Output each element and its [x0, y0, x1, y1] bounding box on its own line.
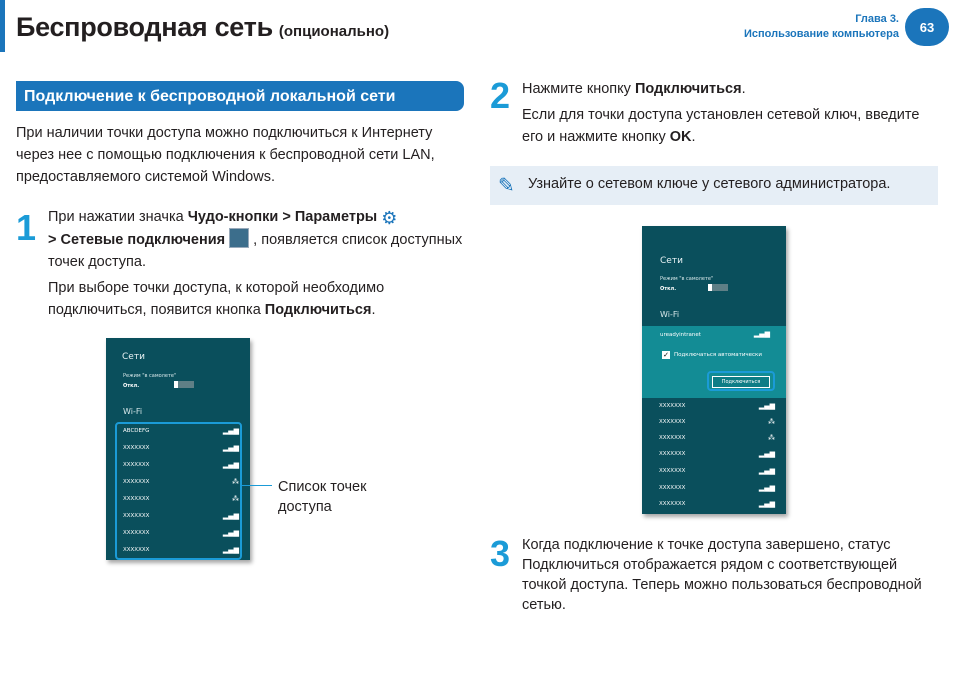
step-2-ok: OK: [669, 129, 692, 145]
panel-1-airplane-toggle[interactable]: [174, 381, 194, 388]
step-1-network-connections: Сетевые подключения: [60, 232, 226, 248]
page-title-main: Беспроводная сеть: [16, 12, 273, 42]
wifi-secured-icon: ▂▄▆: [758, 450, 775, 458]
network-name: XXXXXXX: [123, 547, 150, 553]
list-item[interactable]: [642, 446, 786, 463]
step-1-text-pre: При нажатии значка: [48, 209, 188, 225]
step-3-number: 3: [490, 533, 511, 574]
step-2-number: 2: [490, 75, 511, 116]
adhoc-network-icon: ⁂: [768, 418, 775, 426]
step-2-para2: [522, 104, 942, 148]
callout-line: [242, 485, 272, 486]
panel-1-off-label: Откл.: [123, 383, 140, 389]
access-point-list-highlight: [115, 422, 242, 560]
chapter-name: Использование компьютера: [743, 28, 899, 40]
list-item[interactable]: [642, 414, 786, 431]
panel-2-wifi-label: Wi-Fi: [660, 310, 680, 319]
wifi-signal-icon: ▂▄▆: [222, 461, 239, 469]
wifi-signal-icon: ▂▄▆: [758, 500, 775, 508]
wifi-signal-icon: ▂▄▆: [222, 546, 239, 554]
auto-connect-checkbox[interactable]: ✓: [663, 351, 669, 359]
section-heading: Подключение к беспроводной локальной сети: [16, 81, 464, 111]
connect-button[interactable]: Подключиться: [712, 376, 770, 388]
step-1-settings: Параметры: [294, 209, 378, 225]
step-1-para2-pre: При выборе точки доступа, к которой необходимо подключиться, появится кнопка: [48, 280, 385, 318]
intro-paragraph: При наличии точки доступа можно подключиться к Интернету через нее с помощью подключения к беспроводной сети LAN, предоставляемого системой Windows.: [16, 125, 435, 185]
list-item[interactable]: [642, 430, 786, 447]
network-name: XXXXXXX: [123, 479, 150, 485]
list-item[interactable]: [642, 463, 786, 480]
page-title: [16, 12, 389, 43]
step-1-text-post: , появляется список доступных точек доступа.: [48, 232, 463, 270]
step-1-charms: Чудо-кнопки: [187, 209, 279, 225]
selected-network-name: ureadyintranet: [660, 332, 701, 338]
network-name: XXXXXXX: [659, 485, 686, 491]
network-name: XXXXXXX: [659, 403, 686, 409]
callout-text: Список точек доступа: [278, 479, 367, 515]
step-2-p2-post: .: [691, 129, 696, 145]
step-3-text: Когда подключение к точке доступа завершено, статус Подключиться отображается рядом с соответствующей точкой доступа. Теперь можно пользоваться беспроводной сетью.: [522, 537, 922, 613]
wifi-signal-icon: ▂▄▆: [222, 444, 239, 452]
step-1-number: 1: [16, 207, 37, 248]
panel-2-title: Сети: [660, 256, 683, 266]
list-item[interactable]: [642, 496, 786, 513]
network-name: XXXXXXX: [123, 530, 150, 536]
page-number-badge: 63: [905, 8, 949, 46]
wifi-secured-icon: ▂▄▆: [222, 512, 239, 520]
network-name: XXXXXXX: [659, 419, 686, 425]
panel-1-title: Сети: [122, 352, 145, 362]
wifi-signal-icon: ▂▄▆: [758, 467, 775, 475]
step-2-p2-pre: Если для точки доступа установлен сетевой ключ, введите его и нажмите кнопку: [522, 107, 920, 145]
wifi-signal-icon: ▂▄▆: [758, 484, 775, 492]
gear-icon: ⚙: [381, 208, 398, 228]
step-2-p1-post: .: [741, 81, 746, 97]
panel-1-wifi-label: Wi-Fi: [123, 407, 143, 416]
network-name: XXXXXXX: [659, 501, 686, 507]
panel-2-off-label: Откл.: [660, 286, 677, 292]
list-item[interactable]: [642, 398, 786, 415]
network-name: XXXXXXX: [123, 513, 150, 519]
network-name: XXXXXXX: [659, 435, 686, 441]
wifi-signal-icon: ▂▄▆: [222, 427, 239, 435]
chapter-number: Глава 3.: [855, 13, 899, 25]
adhoc-network-icon: ⁂: [232, 495, 239, 503]
step-2-p1-pre: Нажмите кнопку: [522, 81, 635, 97]
network-name: XXXXXXX: [123, 445, 150, 451]
network-name: XXXXXXX: [123, 496, 150, 502]
network-name: XXXXXXX: [123, 462, 150, 468]
panel-2-airplane-toggle[interactable]: [708, 284, 728, 291]
step-2-para1: [522, 78, 942, 100]
networks-panel-2: [642, 226, 786, 514]
note-box: [490, 166, 938, 205]
step-1-sep: >: [278, 209, 295, 225]
step-1-para2-connect: Подключиться: [264, 302, 372, 318]
step-2-connect: Подключиться: [634, 81, 742, 97]
network-name: XXXXXXX: [659, 468, 686, 474]
panel-2-airplane-label: Режим "в самолете": [660, 276, 714, 282]
pencil-note-icon: ✎: [498, 175, 515, 197]
page-title-sub: (опционально): [278, 23, 390, 40]
adhoc-network-icon: ⁂: [232, 478, 239, 486]
adhoc-network-icon: ⁂: [768, 434, 775, 442]
wifi-signal-icon: ▂▄▆: [758, 402, 775, 410]
step-1-para2: [48, 277, 468, 321]
network-name: ABCDEFG: [123, 428, 150, 434]
network-connections-icon: [229, 228, 249, 248]
header-accent-bar: [0, 0, 5, 52]
auto-connect-label: Подключаться автоматически: [674, 352, 762, 358]
panel-1-airplane-label: Режим "в самолете": [123, 373, 177, 379]
list-item[interactable]: [642, 480, 786, 497]
step-1-text: [48, 206, 468, 273]
chapter-label: [744, 12, 899, 42]
wifi-signal-icon: ▂▄▆: [753, 330, 770, 338]
note-text: Узнайте о сетевом ключе у сетевого администратора.: [528, 176, 891, 192]
network-name: XXXXXXX: [659, 451, 686, 457]
wifi-signal-icon: ▂▄▆: [222, 529, 239, 537]
connect-button-highlight: [707, 371, 775, 391]
step-1-para2-post: .: [371, 302, 376, 318]
step-1-sep2: >: [48, 232, 61, 248]
